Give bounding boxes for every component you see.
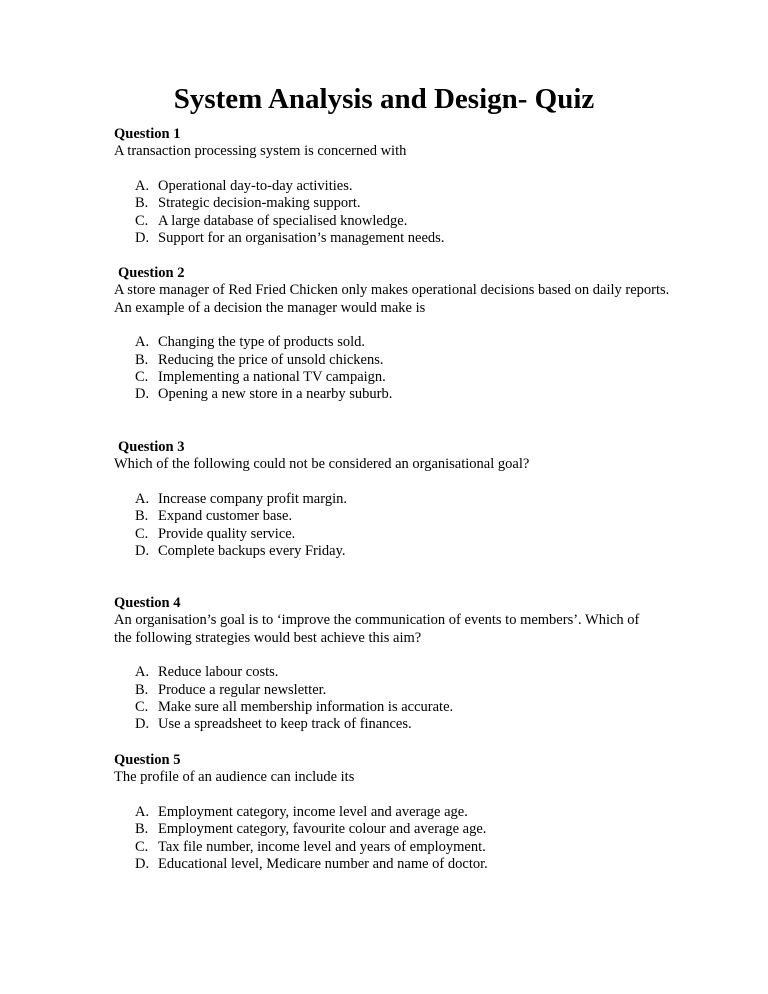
option-a: [114, 491, 674, 508]
option-letter: B.: [135, 508, 149, 525]
question-2: [114, 265, 674, 404]
page-title: System Analysis and Design- Quiz: [173, 83, 595, 115]
option-letter: D.: [135, 230, 150, 247]
option-text: Educational level, Medicare number and name of doctor.: [158, 856, 488, 873]
option-list: [114, 491, 674, 561]
option-c: [114, 369, 674, 386]
option-text: Expand customer base.: [158, 508, 293, 525]
option-a: [114, 804, 674, 821]
question-heading: Question 1: [114, 126, 181, 142]
option-letter: D.: [135, 386, 150, 403]
option-letter: B.: [135, 195, 149, 212]
option-letter: A.: [135, 803, 150, 820]
question-text: Which of the following could not be considered an organisational goal?: [114, 456, 530, 473]
option-d: [114, 716, 654, 733]
option-letter: D.: [135, 716, 150, 733]
option-text: Opening a new store in a nearby suburb.: [158, 386, 393, 403]
option-text: Support for an organisation’s management needs.: [158, 230, 445, 247]
option-c: [114, 213, 674, 230]
question-heading: Question 5: [114, 752, 181, 768]
option-text: Reducing the price of unsold chickens.: [158, 351, 384, 368]
option-list: [114, 664, 654, 734]
option-letter: A.: [135, 334, 150, 351]
option-text: Reduce labour costs.: [158, 664, 279, 681]
option-letter: A.: [135, 490, 150, 507]
question-heading: Question 3: [118, 439, 185, 455]
question-text: A transaction processing system is concerned with: [114, 143, 407, 160]
option-a: [114, 334, 674, 351]
option-b: [114, 195, 674, 212]
question-text-secondary: An example of a decision the manager would make is: [114, 299, 426, 316]
question-3: [114, 439, 674, 560]
question-text: A store manager of Red Fried Chicken only makes operational decisions based on daily reports.: [114, 282, 670, 299]
option-d: [114, 856, 674, 873]
option-letter: B.: [135, 351, 149, 368]
question-4: [114, 595, 654, 734]
option-letter: B.: [135, 821, 149, 838]
option-text: Complete backups every Friday.: [158, 543, 346, 560]
option-letter: C.: [135, 369, 149, 386]
option-letter: B.: [135, 681, 149, 698]
question-text: The profile of an audience can include its: [114, 769, 355, 786]
option-text: Employment category, income level and average age.: [158, 803, 468, 820]
option-letter: D.: [135, 543, 150, 560]
option-b: [114, 352, 674, 369]
option-text: Strategic decision-making support.: [158, 195, 361, 212]
option-list: [114, 804, 674, 874]
option-text: Operational day-to-day activities.: [158, 177, 353, 194]
option-letter: C.: [135, 212, 149, 229]
option-text: A large database of specialised knowledge.: [158, 212, 408, 229]
option-d: [114, 543, 674, 560]
option-c: [114, 839, 674, 856]
question-5: [114, 752, 674, 873]
option-text: Make sure all membership information is accurate.: [158, 699, 454, 716]
option-c: [114, 526, 674, 543]
option-a: [114, 178, 674, 195]
option-d: [114, 386, 674, 403]
option-text: Employment category, favourite colour and average age.: [158, 821, 487, 838]
question-1: [114, 126, 674, 247]
option-letter: A.: [135, 664, 150, 681]
option-b: [114, 682, 654, 699]
option-letter: C.: [135, 525, 149, 542]
option-letter: C.: [135, 699, 149, 716]
option-letter: C.: [135, 838, 149, 855]
option-list: [114, 178, 674, 248]
option-d: [114, 230, 674, 247]
option-text: Use a spreadsheet to keep track of finances.: [158, 716, 412, 733]
question-heading: Question 2: [118, 265, 185, 281]
question-heading: Question 4: [114, 595, 181, 611]
option-letter: D.: [135, 856, 150, 873]
option-b: [114, 821, 674, 838]
option-text: Increase company profit margin.: [158, 490, 347, 507]
option-text: Provide quality service.: [158, 525, 296, 542]
option-b: [114, 508, 674, 525]
option-letter: A.: [135, 177, 150, 194]
option-text: Changing the type of products sold.: [158, 334, 366, 351]
question-text: An organisation’s goal is to ‘improve the communication of events to members’. Which of the following strategies would best achieve this aim?: [114, 612, 640, 646]
option-list: [114, 334, 674, 404]
option-c: [114, 699, 654, 716]
option-text: Tax file number, income level and years of employment.: [158, 838, 486, 855]
option-a: [114, 664, 654, 681]
option-text: Implementing a national TV campaign.: [158, 369, 386, 386]
option-text: Produce a regular newsletter.: [158, 681, 327, 698]
